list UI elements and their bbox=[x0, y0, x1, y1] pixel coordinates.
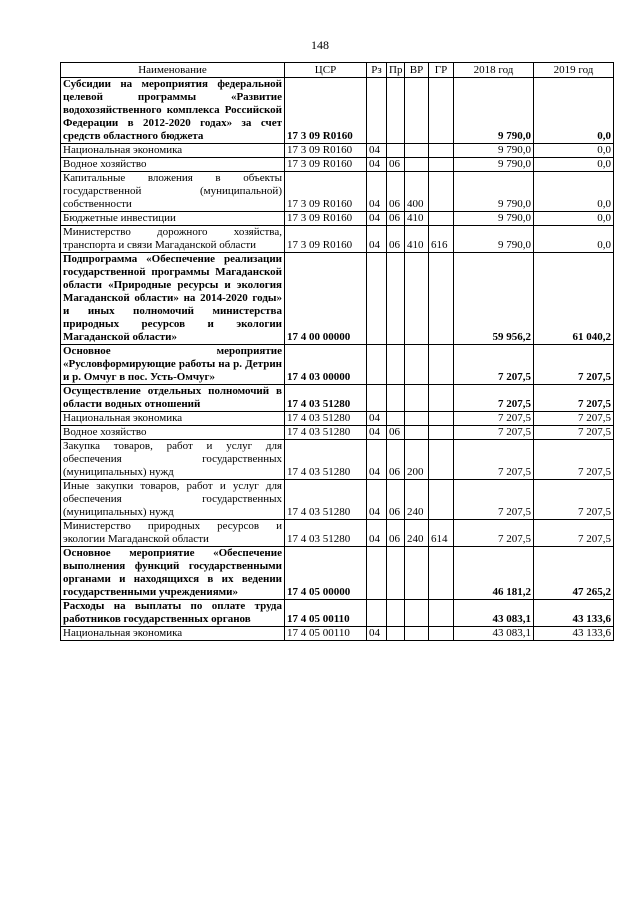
cell-vr: 410 bbox=[405, 226, 429, 253]
cell-vr bbox=[405, 627, 429, 641]
cell-csr: 17 4 03 00000 bbox=[285, 345, 367, 385]
cell-name: Расходы на выплаты по оплате труда работников государственных органов bbox=[61, 600, 285, 627]
cell-y2018: 9 790,0 bbox=[454, 158, 534, 172]
cell-y2018: 7 207,5 bbox=[454, 426, 534, 440]
cell-rz: 04 bbox=[367, 480, 387, 520]
cell-pr bbox=[387, 253, 405, 345]
table-row bbox=[61, 480, 614, 520]
cell-rz: 04 bbox=[367, 158, 387, 172]
cell-y2018: 59 956,2 bbox=[454, 253, 534, 345]
cell-y2019: 43 133,6 bbox=[534, 627, 614, 641]
table-row bbox=[61, 440, 614, 480]
cell-name: Капитальные вложения в объекты государственной (муниципальной) собственности bbox=[61, 172, 285, 212]
cell-vr bbox=[405, 600, 429, 627]
cell-gr bbox=[429, 412, 454, 426]
cell-rz bbox=[367, 253, 387, 345]
cell-vr bbox=[405, 144, 429, 158]
header-gr: ГР bbox=[429, 63, 454, 78]
cell-y2018: 7 207,5 bbox=[454, 385, 534, 412]
cell-y2018: 7 207,5 bbox=[454, 480, 534, 520]
cell-y2019: 0,0 bbox=[534, 144, 614, 158]
header-rz: Рз bbox=[367, 63, 387, 78]
cell-vr: 200 bbox=[405, 440, 429, 480]
cell-vr bbox=[405, 547, 429, 600]
cell-name: Субсидии на мероприятия федеральной целевой программы «Развитие водохозяйственного комплекса Российской Федерации в 2012-2020 годах» за счет средств областного бюджета bbox=[61, 78, 285, 144]
cell-y2019: 0,0 bbox=[534, 158, 614, 172]
budget-table bbox=[60, 62, 614, 641]
cell-csr: 17 3 09 R0160 bbox=[285, 212, 367, 226]
cell-y2018: 9 790,0 bbox=[454, 144, 534, 158]
cell-csr: 17 3 09 R0160 bbox=[285, 172, 367, 212]
cell-csr: 17 4 03 51280 bbox=[285, 385, 367, 412]
cell-gr: 614 bbox=[429, 520, 454, 547]
cell-y2019: 7 207,5 bbox=[534, 440, 614, 480]
cell-y2019: 7 207,5 bbox=[534, 345, 614, 385]
cell-csr: 17 4 03 51280 bbox=[285, 520, 367, 547]
cell-vr bbox=[405, 385, 429, 412]
header-2019: 2019 год bbox=[534, 63, 614, 78]
cell-name: Национальная экономика bbox=[61, 412, 285, 426]
cell-rz bbox=[367, 345, 387, 385]
cell-gr bbox=[429, 212, 454, 226]
cell-csr: 17 4 05 00000 bbox=[285, 547, 367, 600]
cell-vr bbox=[405, 253, 429, 345]
cell-name: Национальная экономика bbox=[61, 144, 285, 158]
cell-csr: 17 3 09 R0160 bbox=[285, 78, 367, 144]
cell-name: Водное хозяйство bbox=[61, 426, 285, 440]
cell-rz bbox=[367, 547, 387, 600]
table-row bbox=[61, 253, 614, 345]
cell-pr: 06 bbox=[387, 212, 405, 226]
header-vr: ВР bbox=[405, 63, 429, 78]
cell-rz: 04 bbox=[367, 412, 387, 426]
table-row bbox=[61, 627, 614, 641]
cell-pr bbox=[387, 627, 405, 641]
cell-csr: 17 4 03 51280 bbox=[285, 480, 367, 520]
cell-gr bbox=[429, 78, 454, 144]
table-row bbox=[61, 212, 614, 226]
cell-rz: 04 bbox=[367, 627, 387, 641]
cell-rz: 04 bbox=[367, 212, 387, 226]
cell-gr bbox=[429, 345, 454, 385]
cell-y2018: 43 083,1 bbox=[454, 600, 534, 627]
cell-y2019: 0,0 bbox=[534, 212, 614, 226]
cell-pr bbox=[387, 547, 405, 600]
cell-csr: 17 3 09 R0160 bbox=[285, 226, 367, 253]
cell-y2019: 7 207,5 bbox=[534, 480, 614, 520]
table-row bbox=[61, 385, 614, 412]
cell-y2018: 7 207,5 bbox=[454, 412, 534, 426]
table-row bbox=[61, 600, 614, 627]
cell-pr: 06 bbox=[387, 520, 405, 547]
cell-rz: 04 bbox=[367, 520, 387, 547]
cell-csr: 17 3 09 R0160 bbox=[285, 144, 367, 158]
cell-csr: 17 4 03 51280 bbox=[285, 440, 367, 480]
cell-pr bbox=[387, 385, 405, 412]
cell-y2018: 9 790,0 bbox=[454, 172, 534, 212]
cell-name: Министерство дорожного хозяйства, транспорта и связи Магаданской области bbox=[61, 226, 285, 253]
cell-csr: 17 3 09 R0160 bbox=[285, 158, 367, 172]
cell-y2018: 9 790,0 bbox=[454, 78, 534, 144]
cell-pr: 06 bbox=[387, 226, 405, 253]
cell-pr: 06 bbox=[387, 440, 405, 480]
table-row bbox=[61, 426, 614, 440]
cell-vr: 240 bbox=[405, 480, 429, 520]
cell-rz bbox=[367, 385, 387, 412]
cell-name: Закупка товаров, работ и услуг для обеспечения государственных (муниципальных) нужд bbox=[61, 440, 285, 480]
cell-pr: 06 bbox=[387, 480, 405, 520]
header-2018: 2018 год bbox=[454, 63, 534, 78]
cell-gr bbox=[429, 627, 454, 641]
cell-name: Министерство природных ресурсов и экологии Магаданской области bbox=[61, 520, 285, 547]
cell-name: Подпрограмма «Обеспечение реализации государственной программы Магаданской области «Природные ресурсы и экология Магаданской области» на 2014-2020 годы» и иных полномочий министерства природных ресурсов и экологии Магаданской области» bbox=[61, 253, 285, 345]
cell-y2019: 61 040,2 bbox=[534, 253, 614, 345]
cell-gr bbox=[429, 253, 454, 345]
table-body bbox=[61, 78, 614, 641]
cell-pr: 06 bbox=[387, 172, 405, 212]
cell-y2018: 9 790,0 bbox=[454, 212, 534, 226]
cell-gr bbox=[429, 426, 454, 440]
table-header-row bbox=[61, 63, 614, 78]
cell-csr: 17 4 03 51280 bbox=[285, 412, 367, 426]
table-row bbox=[61, 547, 614, 600]
cell-rz bbox=[367, 600, 387, 627]
table-row bbox=[61, 412, 614, 426]
cell-gr bbox=[429, 480, 454, 520]
cell-vr bbox=[405, 78, 429, 144]
cell-gr: 616 bbox=[429, 226, 454, 253]
table-row bbox=[61, 78, 614, 144]
page-number: 148 bbox=[311, 38, 329, 52]
cell-csr: 17 4 05 00110 bbox=[285, 600, 367, 627]
cell-y2018: 7 207,5 bbox=[454, 520, 534, 547]
cell-rz: 04 bbox=[367, 226, 387, 253]
cell-y2019: 0,0 bbox=[534, 78, 614, 144]
cell-gr bbox=[429, 172, 454, 212]
table-row bbox=[61, 226, 614, 253]
table-row bbox=[61, 345, 614, 385]
cell-vr bbox=[405, 412, 429, 426]
cell-y2019: 7 207,5 bbox=[534, 412, 614, 426]
table-row bbox=[61, 172, 614, 212]
cell-pr bbox=[387, 345, 405, 385]
cell-vr: 400 bbox=[405, 172, 429, 212]
cell-name: Бюджетные инвестиции bbox=[61, 212, 285, 226]
cell-pr: 06 bbox=[387, 158, 405, 172]
cell-rz: 04 bbox=[367, 144, 387, 158]
cell-rz: 04 bbox=[367, 426, 387, 440]
cell-gr bbox=[429, 600, 454, 627]
cell-y2019: 7 207,5 bbox=[534, 520, 614, 547]
cell-pr bbox=[387, 412, 405, 426]
cell-y2018: 7 207,5 bbox=[454, 345, 534, 385]
cell-y2019: 0,0 bbox=[534, 172, 614, 212]
cell-name: Иные закупки товаров, работ и услуг для обеспечения государственных (муниципальных) нужд bbox=[61, 480, 285, 520]
cell-gr bbox=[429, 547, 454, 600]
table-row bbox=[61, 520, 614, 547]
cell-name: Водное хозяйство bbox=[61, 158, 285, 172]
cell-csr: 17 4 05 00110 bbox=[285, 627, 367, 641]
cell-vr: 240 bbox=[405, 520, 429, 547]
cell-y2018: 7 207,5 bbox=[454, 440, 534, 480]
cell-gr bbox=[429, 144, 454, 158]
cell-pr bbox=[387, 600, 405, 627]
cell-y2019: 7 207,5 bbox=[534, 426, 614, 440]
cell-csr: 17 4 03 51280 bbox=[285, 426, 367, 440]
cell-rz: 04 bbox=[367, 172, 387, 212]
cell-y2018: 43 083,1 bbox=[454, 627, 534, 641]
table-row bbox=[61, 158, 614, 172]
cell-vr bbox=[405, 158, 429, 172]
header-csr: ЦСР bbox=[285, 63, 367, 78]
cell-vr bbox=[405, 345, 429, 385]
cell-rz bbox=[367, 78, 387, 144]
cell-gr bbox=[429, 385, 454, 412]
cell-y2018: 46 181,2 bbox=[454, 547, 534, 600]
cell-gr bbox=[429, 158, 454, 172]
cell-vr bbox=[405, 426, 429, 440]
cell-y2019: 7 207,5 bbox=[534, 385, 614, 412]
cell-name: Основное мероприятие «Русловформирующие работы на р. Детрин и р. Омчуг в пос. Усть-Омчуг» bbox=[61, 345, 285, 385]
cell-gr bbox=[429, 440, 454, 480]
cell-pr: 06 bbox=[387, 426, 405, 440]
cell-name: Основное мероприятие «Обеспечение выполнения функций государственными органами и находящихся в их ведении государственными учреждениями» bbox=[61, 547, 285, 600]
cell-vr: 410 bbox=[405, 212, 429, 226]
cell-rz: 04 bbox=[367, 440, 387, 480]
cell-y2019: 47 265,2 bbox=[534, 547, 614, 600]
cell-pr bbox=[387, 78, 405, 144]
cell-y2019: 0,0 bbox=[534, 226, 614, 253]
cell-pr bbox=[387, 144, 405, 158]
cell-y2019: 43 133,6 bbox=[534, 600, 614, 627]
table-row bbox=[61, 144, 614, 158]
cell-name: Осуществление отдельных полномочий в области водных отношений bbox=[61, 385, 285, 412]
cell-y2018: 9 790,0 bbox=[454, 226, 534, 253]
cell-name: Национальная экономика bbox=[61, 627, 285, 641]
header-name: Наименование bbox=[61, 63, 285, 78]
header-pr: Пр bbox=[387, 63, 405, 78]
cell-csr: 17 4 00 00000 bbox=[285, 253, 367, 345]
